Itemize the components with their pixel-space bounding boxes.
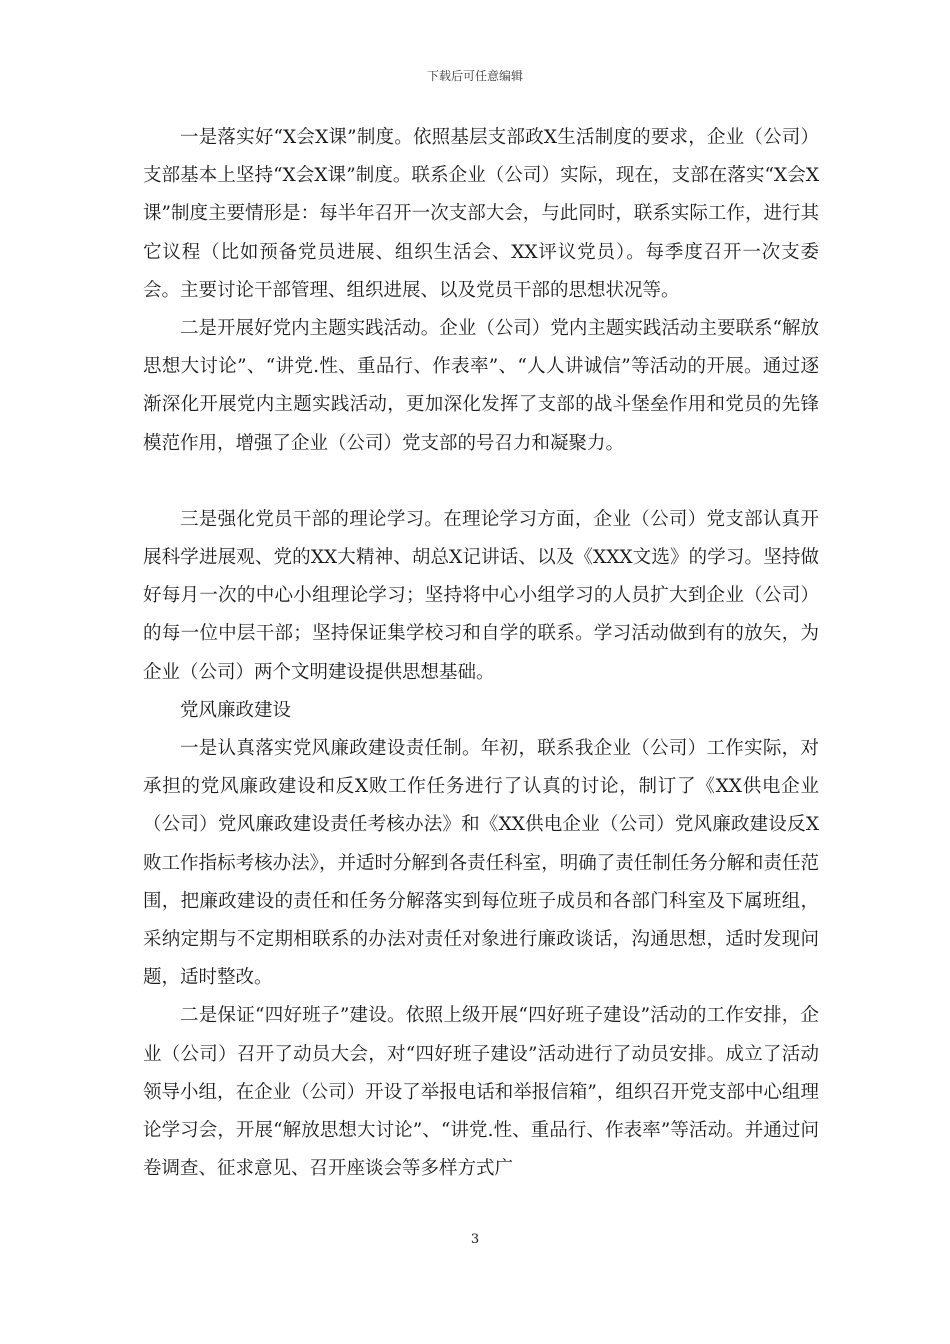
paragraph-theory-study: 三是强化党员干部的理论学习。在理论学习方面，企业（公司）党支部认真开展科学进展观、党的XX大精神、胡总X记讲话、以及《XXX文选》的学习。坚持做好每月一次的中心小组理论学习；坚持将中心小组学习的人员扩大到企业（公司）的每一位中层干部；坚持保证集学校习和自学的联系。学习活动做到有的放矢，为企业（公司）两个文明建设提供思想基础。 [143,508,819,683]
paragraph-four-good-team: 二是保证“四好班子”建设。依照上级开展“四好班子建设”活动的工作安排，企业（公司）召开了动员大会，对“四好班子建设”活动进行了动员安排。成立了活动领导小组，在企业（公司）开设了举报电话和举报信箱”，组织召开党支部中心组理论学习会，开展“解放思想大讨论”、“讲党.性、重品行、作表率”等活动。并通过问卷调查、征求意见、召开座谈会等多样方式广 [143,1005,819,1180]
paragraph-theme-practice: 二是开展好党内主题实践活动。企业（公司）党内主题实践活动主要联系“解放思想大讨论”、“讲党.性、重品行、作表率”、“人人讲诚信”等活动的开展。通过逐渐深化开展党内主题实践活动，更加深化发挥了支部的战斗堡垒作用和党员的先锋模范作用，增强了企业（公司）党支部的号召力和凝聚力。 [143,318,819,454]
document-body [143,119,819,1188]
page-number: 3 [470,1232,480,1247]
section-heading-integrity: 党风廉政建设 [180,699,292,721]
paragraph-responsibility-system: 一是认真落实党风廉政建设责任制。年初，联系我企业（公司）工作实际，对承担的党风廉政建设和反X败工作任务进行了认真的讨论，制订了《XX供电企业（公司）党风廉政建设责任考核办法》和《XX供电企业（公司）党风廉政建设反X败工作指标考核办法》，并适时分解到各责任科室，明确了责任制任务分解和责任范围，把廉政建设的责任和任务分解落实到每位班子成员和各部门科室及下属班组，采纳定期与不定期相联系的办法对责任对象进行廉政谈话，沟通思想，适时发现问题，适时整改。 [143,738,819,989]
paragraph-meeting-system: 一是落实好“X会X课”制度。依照基层支部政X生活制度的要求，企业（公司）支部基本上坚持“X会X课”制度。联系企业（公司）实际，现在，支部在落实“X会X课”制度主要情形是：每半年召开一次支部大会，与此同时，联系实际工作，进行其它议程（比如预备党员进展、组织生活会、XX评议党员）。每季度召开一次支委会。主要讨论干部管理、组织进展、以及党员干部的思想状况等。 [143,127,819,301]
page-header: 下载后可任意编辑 [426,69,523,83]
